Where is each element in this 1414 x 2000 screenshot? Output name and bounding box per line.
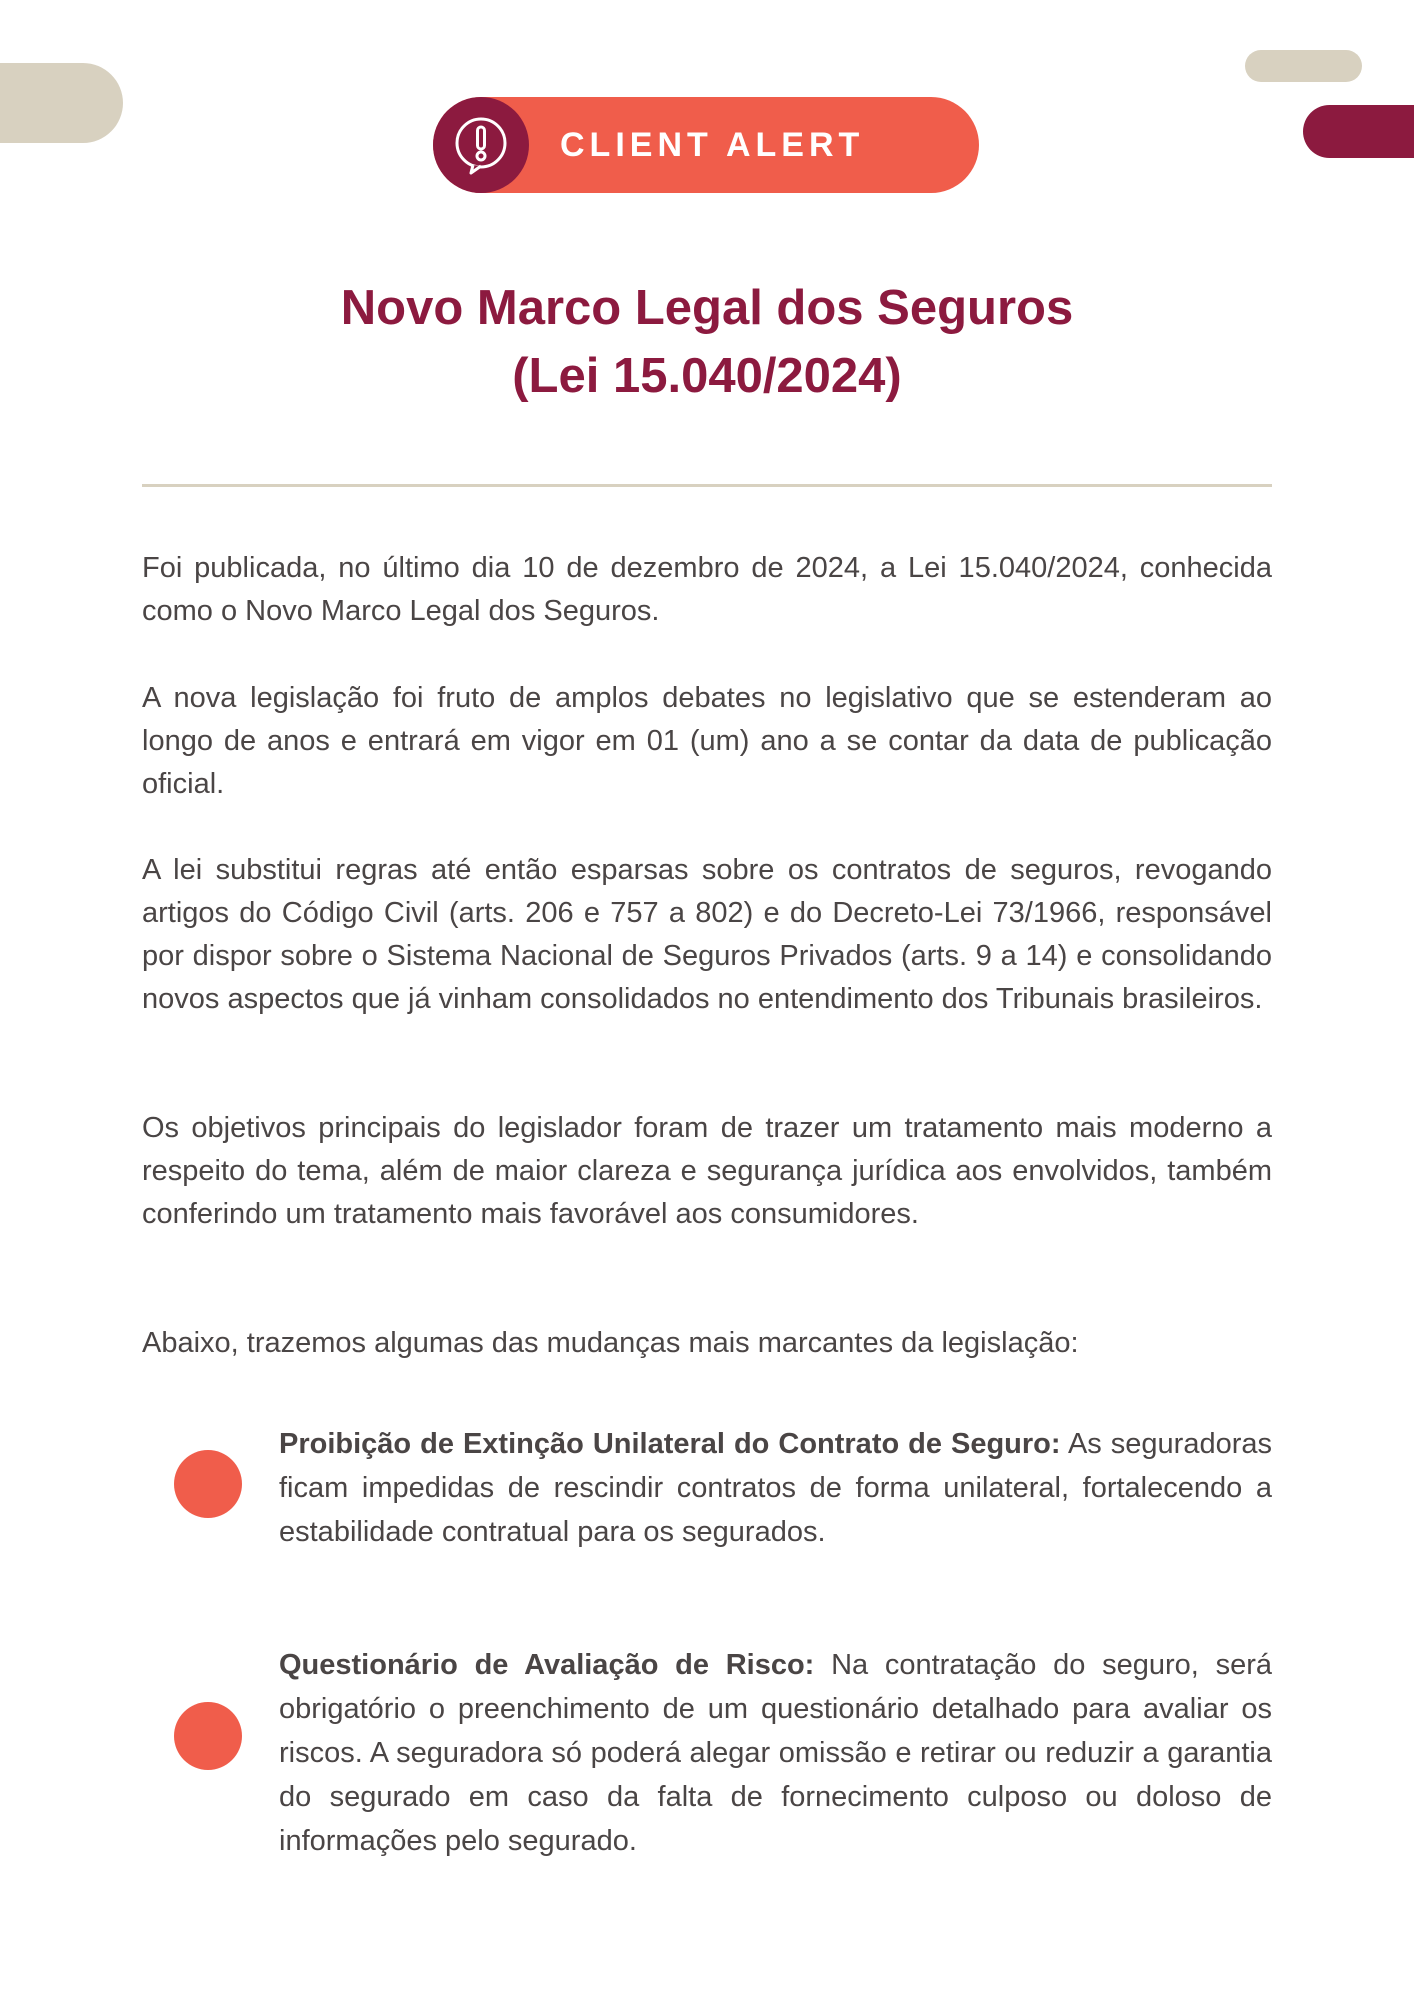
decorative-pill-left — [0, 63, 123, 143]
bullet-body: As seguradoras ficam impedidas de rescindir contratos de forma unilateral, fortalecendo a estabilidade contratual para os segurados. — [279, 1428, 1272, 1548]
bullet-dot — [174, 1450, 242, 1518]
paragraph-substituicao: A lei substitui regras até então esparsas sobre os contratos de seguros, revogando artigos do Código Civil (arts. 206 e 757 a 802) e do Decreto-Lei 73/1966, responsável por dispor sobre o Sistema Nacional de Seguros Privados (arts. 9 a 14) e consolidando novos aspectos que já vinham consolidados no entendimento dos Tribunais brasileiros. — [142, 854, 1272, 1015]
decorative-pill-right-top — [1245, 50, 1362, 82]
page-title-line-2: (Lei 15.040/2024) — [512, 349, 902, 403]
bullet-body: Na contratação do seguro, será obrigatório o preenchimento de um questionário detalhado para avaliar os riscos. A seguradora só poderá alegar omissão e retirar ou reduzir a garantia do segurado em caso da falta de fornecimento culposo ou doloso de informações pelo segurado. — [279, 1649, 1272, 1857]
bullet-heading: Questionário de Avaliação de Risco: — [279, 1649, 815, 1681]
exclamation-speech-icon — [433, 97, 529, 193]
paragraph-abaixo: Abaixo, trazemos algumas das mudanças mais marcantes da legislação: — [142, 1327, 1079, 1359]
title-divider — [142, 484, 1272, 487]
paragraph-objetivos: Os objetivos principais do legislador foram de trazer um tratamento mais moderno a respeito do tema, além de maior clareza e segurança jurídica aos envolvidos, também conferindo um tratamento mais favorável aos consumidores. — [142, 1112, 1272, 1230]
decorative-pill-right-bottom — [1303, 105, 1414, 158]
bullet-dot — [174, 1702, 242, 1770]
client-alert-label: CLIENT ALERT — [560, 126, 865, 164]
bullet-item-extincao — [279, 1422, 1272, 1554]
bullet-heading: Proibição de Extinção Unilateral do Contrato de Seguro: — [279, 1428, 1061, 1460]
paragraph-intro: Foi publicada, no último dia 10 de dezembro de 2024, a Lei 15.040/2024, conhecida como o Novo Marco Legal dos Seguros. — [142, 552, 1272, 627]
page-title-line-1: Novo Marco Legal dos Seguros — [340, 281, 1074, 335]
bullet-item-questionario — [279, 1643, 1272, 1863]
page-title — [200, 274, 1214, 410]
paragraph-vigencia: A nova legislação foi fruto de amplos debates no legislativo que se estenderam ao longo de anos e entrará em vigor em 01 (um) ano a se contar da data de publicação oficial. — [142, 682, 1272, 800]
